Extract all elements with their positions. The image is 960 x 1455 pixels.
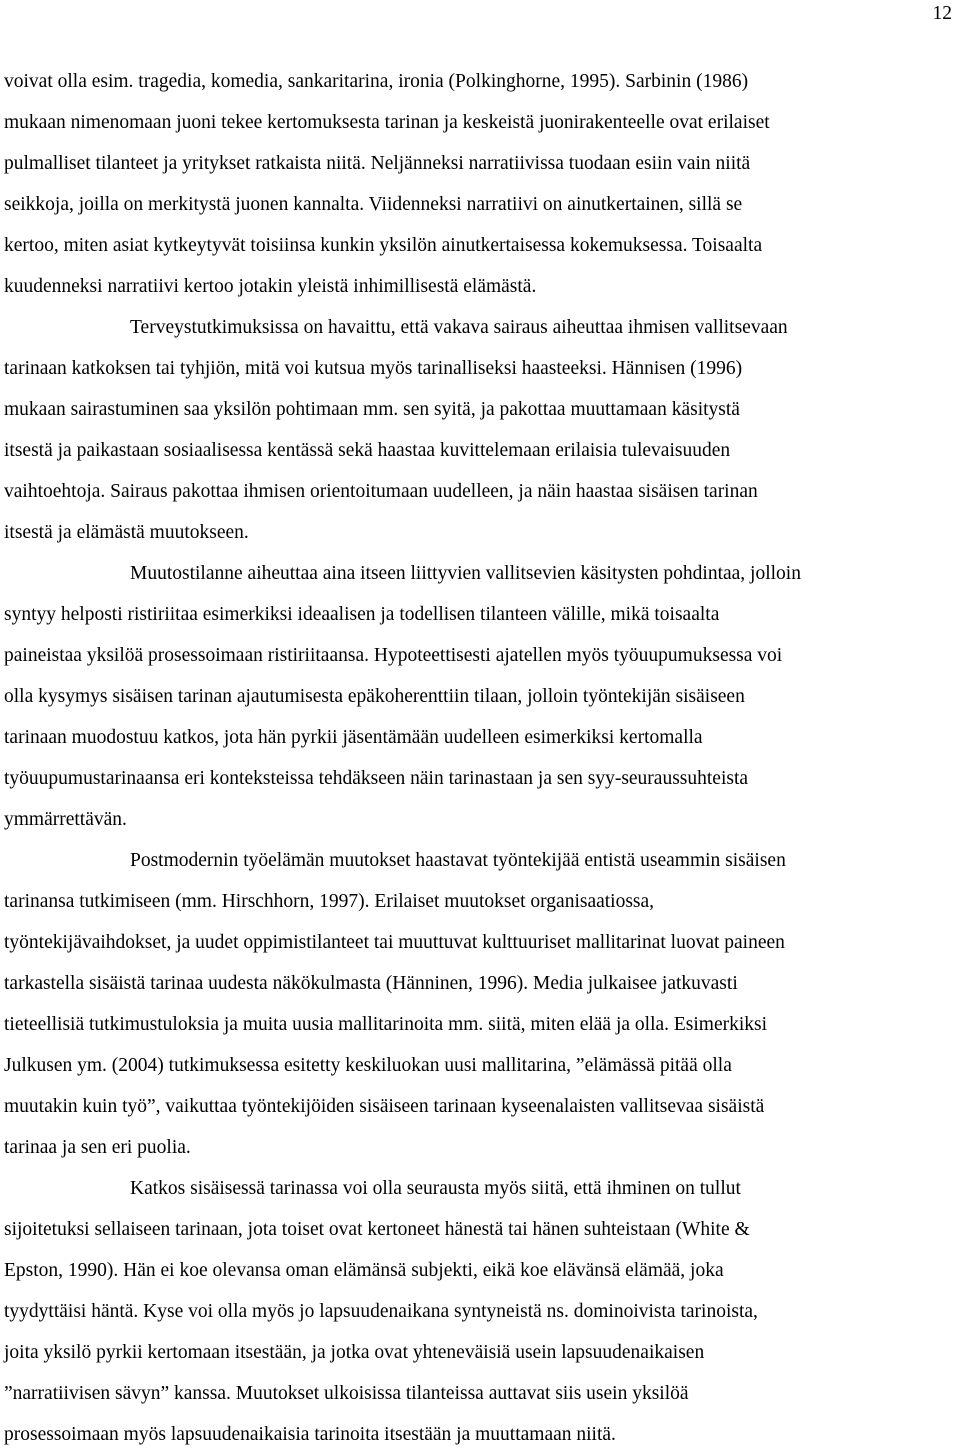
text-line-indented: Katkos sisäisessä tarinassa voi olla seurausta myös siitä, että ihminen on tullut bbox=[130, 1178, 741, 1199]
text-line: sijoitetuksi sellaiseen tarinaan, jota toiset ovat kertoneet hänestä tai hänen suhteistaan (White & bbox=[4, 1219, 750, 1240]
text-line: itsestä ja paikastaan sosiaalisessa kentässä sekä haastaa kuvittelemaan erilaisia tulevaisuuden bbox=[4, 440, 731, 461]
text-line: mukaan sairastuminen saa yksilön pohtimaan mm. sen syitä, ja pakottaa muuttamaan käsitystä bbox=[4, 399, 740, 420]
text-line: tieteellisiä tutkimustuloksia ja muita uusia mallitarinoita mm. siitä, miten elää ja olla. Esimerkiksi bbox=[4, 1014, 768, 1035]
paragraph-2 bbox=[4, 307, 952, 553]
text-line: tarinaa ja sen eri puolia. bbox=[4, 1137, 191, 1158]
text-line: tarinaan katkoksen tai tyhjiön, mitä voi kutsua myös tarinalliseksi haasteeksi. Hännisen (1996) bbox=[4, 358, 743, 379]
paragraph-5 bbox=[4, 1168, 952, 1455]
body-text bbox=[4, 61, 952, 1455]
text-line: työuupumustarinaansa eri konteksteissa tehdäkseen näin tarinastaan ja sen syy-seuraussuhteista bbox=[4, 768, 749, 789]
text-line: itsestä ja elämästä muutokseen. bbox=[4, 522, 249, 543]
text-line: tarkastella sisäistä tarinaa uudesta näkökulmasta (Hänninen, 1996). Media julkaisee jatkuvasti bbox=[4, 973, 738, 994]
text-line: mukaan nimenomaan juoni tekee kertomuksesta tarinan ja keskeistä juonirakenteelle ovat erilaiset bbox=[4, 112, 770, 133]
text-line: joita yksilö pyrkii kertomaan itsestään, ja jotka ovat yhteneväisiä usein lapsuudenaikaisen bbox=[4, 1342, 705, 1363]
text-line: vaihtoehtoja. Sairaus pakottaa ihmisen orientoitumaan uudelleen, ja näin haastaa sisäisen tarinan bbox=[4, 481, 758, 502]
text-line: olla kysymys sisäisen tarinan ajautumisesta epäkoherenttiin tilaan, jolloin työntekijän sisäiseen bbox=[4, 686, 745, 707]
text-line: muutakin kuin työ”, vaikuttaa työntekijöiden sisäiseen tarinaan kyseenalaisten vallitsevaa sisäistä bbox=[4, 1096, 765, 1117]
text-line: prosessoimaan myös lapsuudenaikaisia tarinoita itsestään ja muuttamaan niitä. bbox=[4, 1424, 616, 1445]
text-line: Epston, 1990). Hän ei koe olevansa oman elämänsä subjekti, eikä koe elävänsä elämää, joka bbox=[4, 1260, 724, 1281]
paragraph-1 bbox=[4, 61, 952, 307]
text-line: paineistaa yksilöä prosessoimaan ristiriitaansa. Hypoteettisesti ajatellen myös työuupumuksessa voi bbox=[4, 645, 783, 666]
paragraph-3 bbox=[4, 553, 952, 840]
text-line: voivat olla esim. tragedia, komedia, sankaritarina, ironia (Polkinghorne, 1995). Sarbinin (1986) bbox=[4, 71, 749, 92]
text-line: tarinansa tutkimiseen (mm. Hirschhorn, 1997). Erilaiset muutokset organisaatiossa, bbox=[4, 891, 655, 912]
text-line: syntyy helposti ristiriitaa esimerkiksi ideaalisen ja todellisen tilanteen välille, mikä toisaalta bbox=[4, 604, 720, 625]
text-line: ”narratiivisen sävyn” kanssa. Muutokset ulkoisissa tilanteissa auttavat siis usein yksilöä bbox=[4, 1383, 689, 1404]
page-number: 12 bbox=[932, 3, 952, 24]
text-line-indented: Terveystutkimuksissa on havaittu, että vakava sairaus aiheuttaa ihmisen vallitsevaan bbox=[130, 317, 788, 338]
text-line: tyydyttäisi häntä. Kyse voi olla myös jo lapsuudenaikana syntyneistä ns. dominoivista tarinoista, bbox=[4, 1301, 758, 1322]
text-line: kertoo, miten asiat kytkeytyvät toisiinsa kunkin yksilön ainutkertaisessa kokemuksessa. Toisaalta bbox=[4, 235, 763, 256]
text-line-indented: Muutostilanne aiheuttaa aina itseen liittyvien vallitsevien käsitysten pohdintaa, jolloin bbox=[130, 563, 801, 584]
text-line: kuudenneksi narratiivi kertoo jotakin yleistä inhimillisestä elämästä. bbox=[4, 276, 537, 297]
text-line-indented: Postmodernin työelämän muutokset haastavat työntekijää entistä useammin sisäisen bbox=[130, 850, 786, 871]
text-line: Julkusen ym. (2004) tutkimuksessa esitetty keskiluokan uusi mallitarina, ”elämässä pitää olla bbox=[4, 1055, 732, 1076]
text-line: ymmärrettävän. bbox=[4, 809, 127, 830]
text-line: seikkoja, joilla on merkitystä juonen kannalta. Viidenneksi narratiivi on ainutkertainen, sillä se bbox=[4, 194, 743, 215]
text-line: pulmalliset tilanteet ja yritykset ratkaista niitä. Neljänneksi narratiivissa tuodaan esiin vain niitä bbox=[4, 153, 751, 174]
text-line: työntekijävaihdokset, ja uudet oppimistilanteet tai muuttuvat kulttuuriset mallitarinat luovat paineen bbox=[4, 932, 785, 953]
text-line: tarinaan muodostuu katkos, jota hän pyrkii jäsentämään uudelleen esimerkiksi kertomalla bbox=[4, 727, 703, 748]
paragraph-4 bbox=[4, 840, 952, 1168]
